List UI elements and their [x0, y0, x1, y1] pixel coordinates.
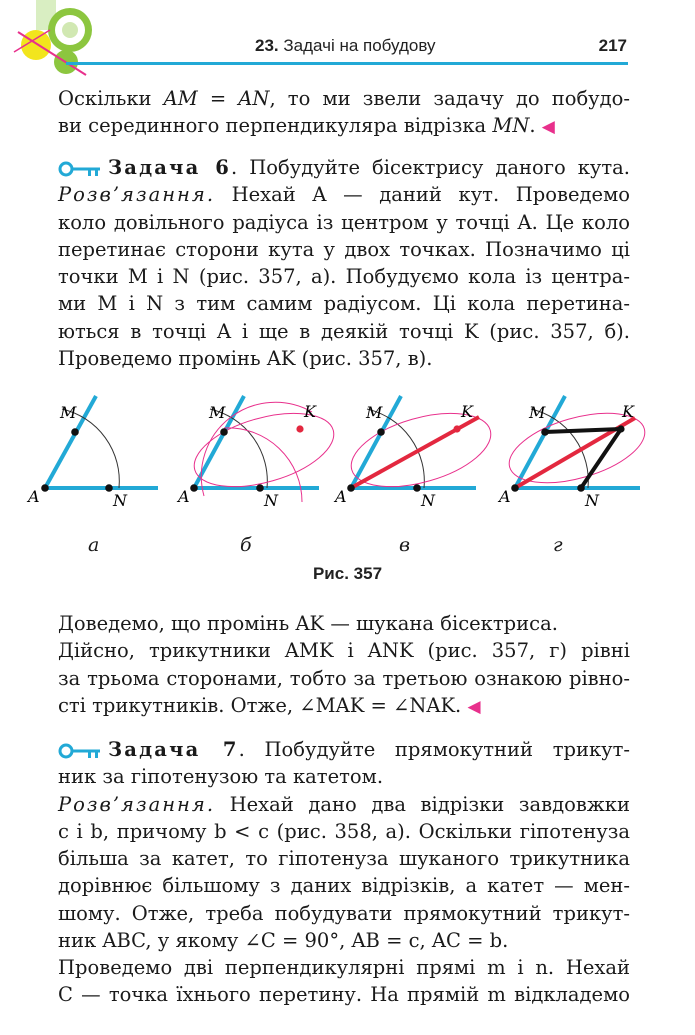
svg-text:K: K: [304, 402, 316, 421]
proof-paragraph: Доведемо, що промінь AK — шукана бісектриса. Дійсно, трикутники AMK і ANK (рис. 357, г) рівні за трьома сторонами, тобто за третьою ознакою рівно- сті трикутників. Отже, ∠MAK = ∠NAK. ◀: [58, 612, 630, 717]
key-icon: [58, 743, 102, 759]
svg-text:N: N: [264, 491, 278, 510]
chapter-emblem: [0, 0, 110, 80]
panel-label-a: а: [88, 534, 100, 556]
svg-text:N: N: [585, 491, 599, 510]
svg-text:K: K: [622, 402, 634, 421]
end-marker-icon: ◀: [467, 696, 481, 717]
task-7: Задача 7. Побудуйте прямокутний трикут- ник за гіпотенузою та катетом. Розв’язання. Нехай дано два відрізки завдовжки c і b, причому b < c (рис. 358, а). Оскільки гіпотенуза більша за катет, то гіпотенуза шуканого трикутника дорівнює більшому з даних відрізків, а катет — мен- шому. Отже, треба побудувати прямокутний трикут- ник ABC, у якому ∠C = 90°, AB = c, AC = b.: [58, 738, 630, 953]
svg-text:K: K: [461, 402, 473, 421]
panel-v: [333, 396, 499, 510]
svg-text:A: A: [178, 487, 190, 506]
end-marker-icon: ◀: [541, 117, 555, 138]
panel-a: [26, 396, 158, 510]
intro-paragraph: Оскільки AM = AN, то ми звели задачу до побудо- ви серединного перпендикуляра відрізка MN. ◀: [58, 87, 630, 138]
construction-paragraph: Проведемо дві перпендикулярні прямі m і n. Нехай C — точка їхнього перетину. На прямій m відкладемо: [58, 956, 630, 1007]
panel-b: [176, 396, 342, 510]
page-number: 217: [598, 36, 627, 55]
svg-text:A: A: [335, 487, 347, 506]
panel-label-g: г: [553, 534, 563, 556]
panel-label-v: в: [399, 534, 411, 556]
svg-text:N: N: [113, 491, 127, 510]
header-rule: [66, 62, 628, 65]
figure-357: [30, 392, 670, 562]
svg-text:A: A: [499, 487, 511, 506]
svg-text:A: A: [28, 487, 40, 506]
section-title: 23. Задачі на побудову: [255, 36, 436, 55]
key-icon: [58, 161, 102, 177]
panel-g: [497, 396, 653, 510]
panel-label-b: б: [240, 534, 252, 556]
svg-text:N: N: [421, 491, 435, 510]
svg-text:M: M: [209, 403, 226, 422]
figure-caption: Рис. 357: [312, 564, 383, 583]
svg-text:M: M: [529, 403, 546, 422]
svg-text:M: M: [60, 403, 77, 422]
svg-text:M: M: [366, 403, 383, 422]
task-6: Задача 6. Побудуйте бісектрису даного кута. Розв’язання. Нехай A — даний кут. Проведемо коло довільного радіуса із центром у точці A. Це коло перетинає сторони кута у двох точках. Позначимо ці точки M і N (рис. 357, а). Побудуємо кола із центра- ми M і N з тим самим радіусом. Ці кола перетина- ються в точці A і ще в деякій точці K (рис. 357, б). Проведемо промінь AK (рис. 357, в).: [58, 156, 630, 371]
